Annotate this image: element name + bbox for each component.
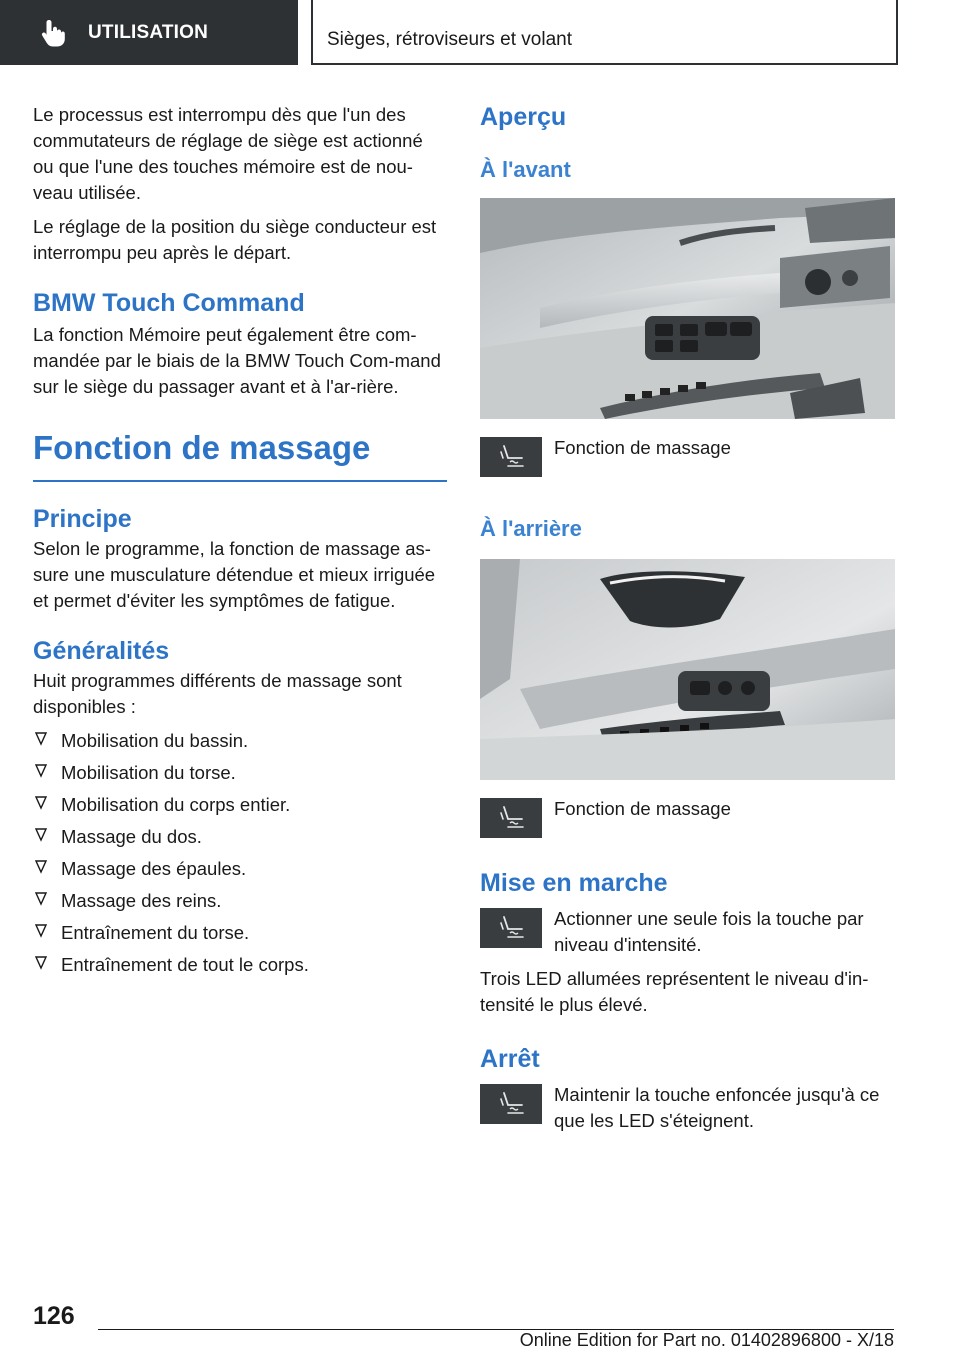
list-item: Massage des épaules. <box>33 856 447 882</box>
list-item: Entraînement du torse. <box>33 920 447 946</box>
front-door-photo <box>480 198 895 419</box>
left-column <box>33 102 447 984</box>
list-item: Entraînement de tout le corps. <box>33 952 447 978</box>
rear-massage-label: Fonction de massage <box>554 798 731 819</box>
massage-seat-button-icon[interactable] <box>480 798 542 838</box>
paragraph-generalites: Huit programmes différents de massage sont disponibles : <box>33 670 402 717</box>
massage-seat-icon <box>496 915 526 941</box>
triangle-bullet-icon <box>35 892 47 906</box>
chapter-title: Sièges, rétroviseurs et volant <box>327 29 573 50</box>
heading-fonction-de-massage: Fonction de massage <box>33 426 447 482</box>
massage-seat-icon <box>496 1091 526 1117</box>
massage-seat-button-icon[interactable] <box>480 1084 542 1124</box>
switch-on-text: Actionner une seule fois la touche par niveau d'intensité. <box>554 908 864 955</box>
paragraph-touch-command: La fonction Mémoire peut également être com-mandée par le biais de la BMW Touch Com-mand sur le siège du passager avant et à l'ar-rière. <box>33 324 441 397</box>
front-massage-label: Fonction de massage <box>554 437 731 458</box>
list-item: Massage des reins. <box>33 888 447 914</box>
section-title: UTILISATION <box>88 21 209 43</box>
heading-arriere: À l'arrière <box>480 516 582 541</box>
list-item: Mobilisation du bassin. <box>33 728 447 754</box>
switch-off-text: Maintenir la touche enfoncée jusqu'à ce que les LED s'éteignent. <box>554 1084 880 1131</box>
paragraph-led: Trois LED allumées représentent le niveau d'in-tensité le plus élevé. <box>480 968 869 1015</box>
heading-bmw-touch-command: BMW Touch Command <box>33 289 305 317</box>
paragraph-principe: Selon le programme, la fonction de massage as-sure une musculature détendue et mieux irriguée et permet d'éviter les symptômes de fatigue. <box>33 538 436 611</box>
rear-massage-button-row <box>480 796 895 838</box>
heading-arret: Arrêt <box>480 1045 540 1073</box>
heading-principe: Principe <box>33 505 132 533</box>
massage-seat-button-icon[interactable] <box>480 908 542 948</box>
switch-off-row <box>480 1082 895 1134</box>
heading-generalites: Généralités <box>33 637 170 665</box>
heading-avant: À l'avant <box>480 157 571 182</box>
front-massage-button-row <box>480 435 895 477</box>
hand-pointer-icon <box>40 18 66 48</box>
header-chapter-box <box>311 0 898 65</box>
triangle-bullet-icon <box>35 796 47 810</box>
heading-apercu: Aperçu <box>480 103 567 131</box>
footer-edition: Online Edition for Part no. 01402896800 - X/18 <box>519 1330 894 1350</box>
page-number: 126 <box>33 1302 75 1330</box>
right-column <box>480 102 895 1134</box>
triangle-bullet-icon <box>35 956 47 970</box>
triangle-bullet-icon <box>35 924 47 938</box>
list-item: Mobilisation du torse. <box>33 760 447 786</box>
massage-seat-icon <box>496 444 526 470</box>
heading-mise-en-marche: Mise en marche <box>480 869 668 897</box>
triangle-bullet-icon <box>35 732 47 746</box>
triangle-bullet-icon <box>35 764 47 778</box>
paragraph-driver-seat: Le réglage de la position du siège conducteur est interrompu peu après le départ. <box>33 216 437 263</box>
triangle-bullet-icon <box>35 828 47 842</box>
header-section-tab <box>0 0 298 65</box>
program-list <box>33 728 447 978</box>
triangle-bullet-icon <box>35 860 47 874</box>
switch-on-row <box>480 906 895 958</box>
list-item: Mobilisation du corps entier. <box>33 792 447 818</box>
paragraph-interrupt: Le processus est interrompu dès que l'un des commutateurs de réglage de siège est actionné ou que l'une des touches mémoire est de nou-veau utilisée. <box>33 104 423 203</box>
list-item: Massage du dos. <box>33 824 447 850</box>
rear-door-photo <box>480 559 895 780</box>
massage-seat-icon <box>496 805 526 831</box>
massage-seat-button-icon[interactable] <box>480 437 542 477</box>
